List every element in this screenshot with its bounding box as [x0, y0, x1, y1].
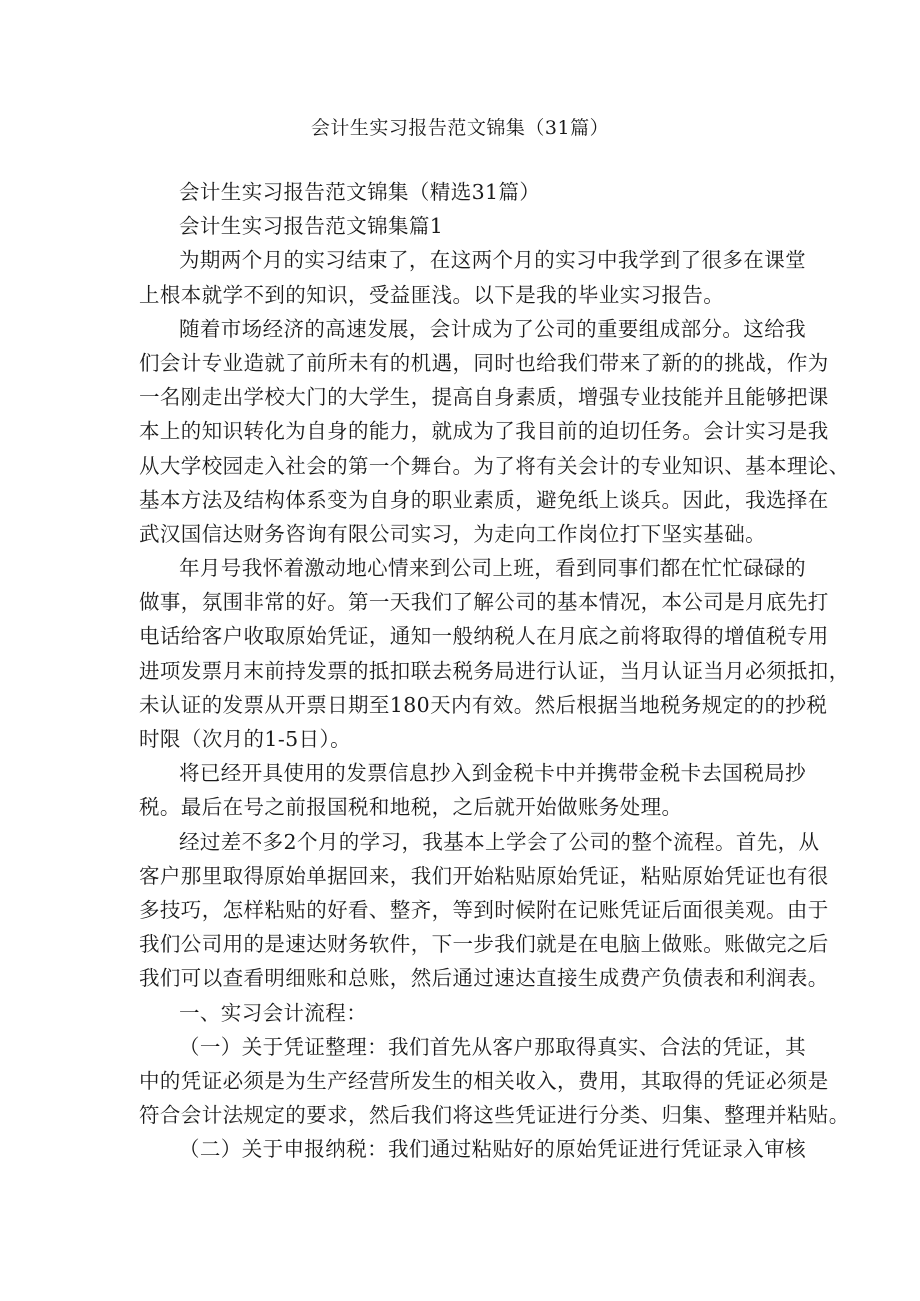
text-line: 将已经开具使用的发票信息抄入到金税卡中并携带金税卡去国税局抄	[179, 761, 806, 786]
text-line: 基本方法及结构体系变为自身的职业素质，避免纸上谈兵。因此，我选择在	[139, 487, 829, 512]
text-line: 一、实习会计流程：	[179, 1000, 368, 1025]
text-line: 符合会计法规定的要求，然后我们将这些凭证进行分类、归集、整理并粘贴。	[139, 1103, 850, 1128]
text-line: 年月号我怀着激动地心情来到公司上班，看到同事们都在忙忙碌碌的	[179, 556, 806, 581]
document-title: 会计生实习报告范文锦集（31篇）	[310, 117, 610, 139]
text-line: 我们公司用的是速达财务软件，下一步我们就是在电脑上做账。账做完之后	[139, 932, 829, 957]
document-body	[139, 175, 850, 1166]
text-line: 们会计专业造就了前所未有的机遇，同时也给我们带来了新的的挑战，作为	[139, 350, 829, 375]
text-line: 为期两个月的实习结束了，在这两个月的实习中我学到了很多在课堂	[179, 248, 806, 273]
text-line: （二）关于申报纳税：我们通过粘贴好的原始凭证进行凭证录入审核	[179, 1137, 806, 1162]
text-line: 电话给客户收取原始凭证，通知一般纳税人在月底之前将取得的增值税专用	[139, 624, 829, 649]
text-line: 中的凭证必须是为生产经营所发生的相关收入，费用，其取得的凭证必须是	[139, 1068, 829, 1093]
text-line: 客户那里取得原始单据回来，我们开始粘贴原始凭证，粘贴原始凭证也有很	[139, 863, 829, 888]
text-line: 做事，氛围非常的好。第一天我们了解公司的基本情况，本公司是月底先打	[139, 590, 829, 615]
text-line: 会计生实习报告范文锦集篇1	[179, 214, 444, 239]
text-line: （一）关于凭证整理：我们首先从客户那取得真实、合法的凭证，其	[179, 1034, 806, 1059]
text-line: 随着市场经济的高速发展，会计成为了公司的重要组成部分。这给我	[179, 316, 806, 341]
text-line: 未认证的发票从开票日期至180天内有效。然后根据当地税务规定的的抄税	[139, 692, 828, 717]
text-line: 会计生实习报告范文锦集（精选31篇）	[179, 180, 541, 204]
text-line: 税。最后在号之前报国税和地税，之后就开始做账务处理。	[139, 795, 683, 820]
text-line: 从大学校园走入社会的第一个舞台。为了将有关会计的专业知识、基本理论、	[139, 453, 850, 478]
text-line: 时限（次月的1-5日）。	[139, 727, 352, 751]
text-line: 进项发票月末前持发票的抵扣联去税务局进行认证，当月认证当月必须抵扣，	[139, 658, 850, 683]
text-line: 武汉国信达财务咨询有限公司实习，为走向工作岗位打下坚实基础。	[139, 521, 766, 546]
text-line: 多技巧，怎样粘贴的好看、整齐，等到时候附在记账凭证后面很美观。由于	[139, 897, 829, 922]
text-line: 一名刚走出学校大门的大学生，提高自身素质，增强专业技能并且能够把课	[139, 385, 829, 410]
text-line: 我们可以查看明细账和总账，然后通过速达直接生成费产负债表和利润表。	[139, 966, 829, 991]
text-line: 经过差不多2个月的学习，我基本上学会了公司的整个流程。首先，从	[179, 829, 820, 854]
text-line: 上根本就学不到的知识，受益匪浅。以下是我的毕业实习报告。	[139, 282, 725, 307]
text-line: 本上的知识转化为自身的能力，就成为了我目前的迫切任务。会计实习是我	[139, 419, 829, 444]
